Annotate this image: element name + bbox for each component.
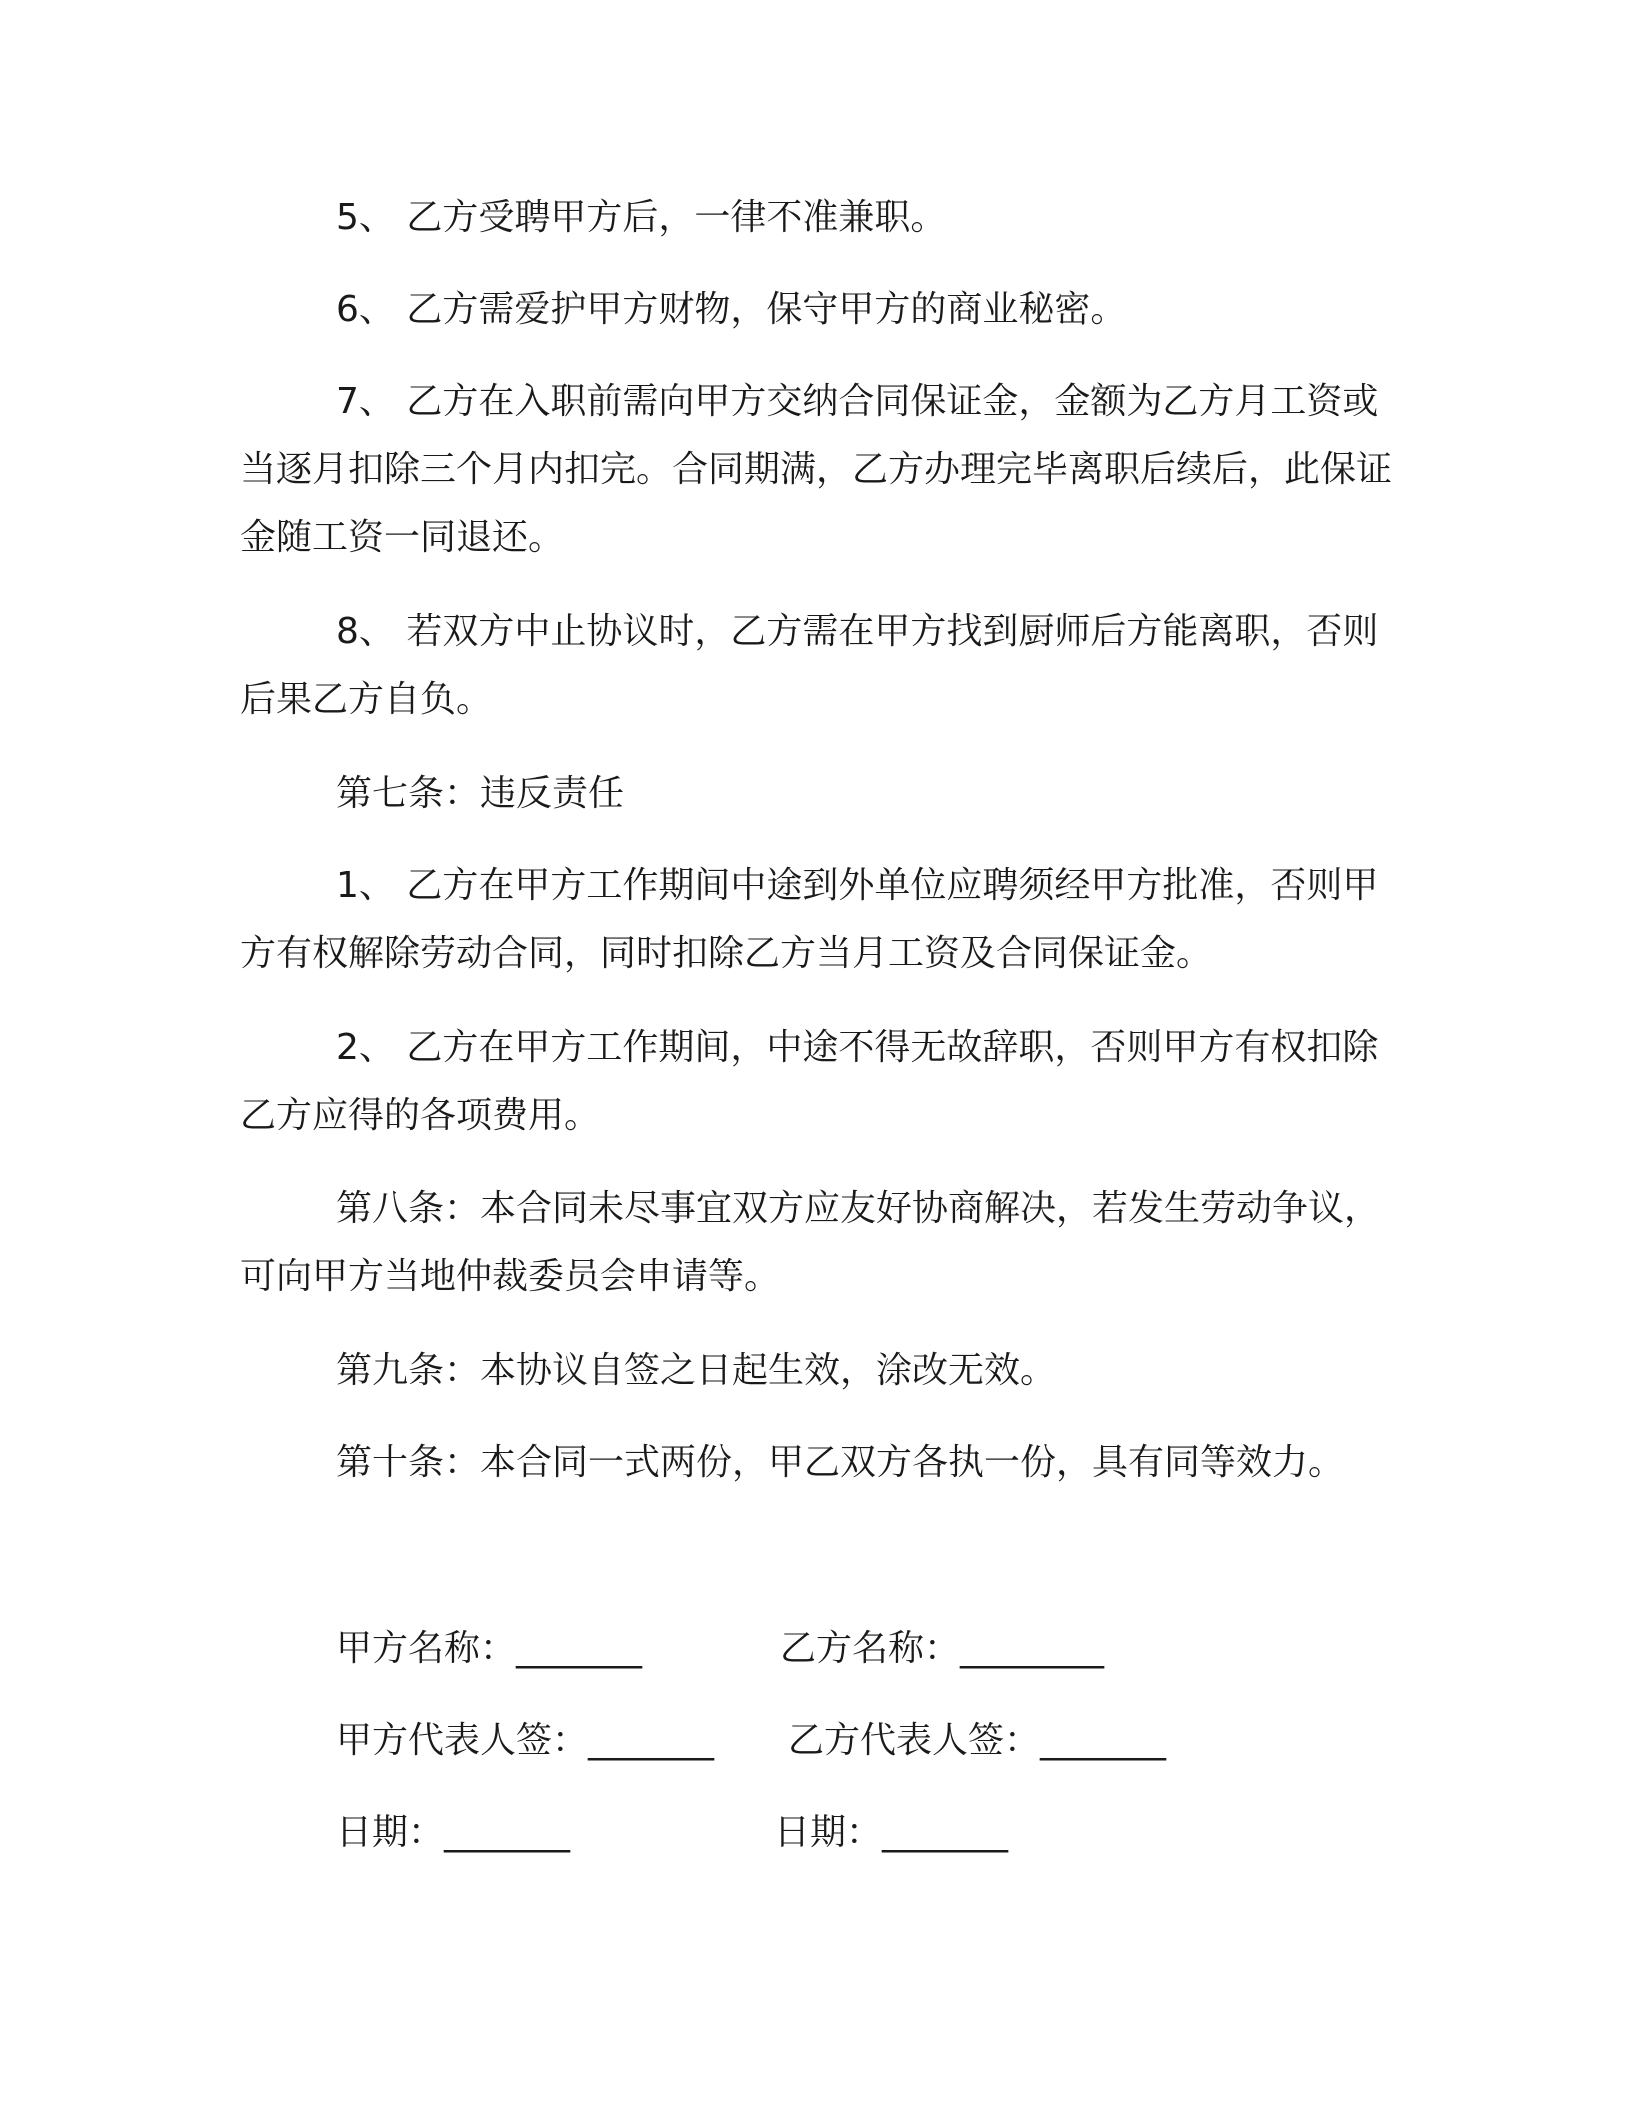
party-a-name-field: 甲方名称：_______ [336, 1628, 643, 1669]
clause-7-heading: 第七条：违反责任 [336, 773, 625, 814]
clause-9: 第九条：本协议自签之日起生效，涂改无效。 [336, 1350, 1057, 1391]
party-a-date-field: 日期：_______ [336, 1812, 571, 1853]
clause-7-item-2: 2、 乙方在甲方工作期间，中途不得无故辞职，否则甲方有权扣除乙方应得的各项费用。 [240, 1027, 1379, 1136]
clause-10: 第十条：本合同一式两份，甲乙双方各执一份，具有同等效力。 [336, 1442, 1345, 1483]
clause-6-item-7: 7、 乙方在入职前需向甲方交纳合同保证金，金额为乙方月工资或当逐月扣除三个月内扣完。合同期满，乙方办理完毕离职后续后，此保证金随工资一同退还。 [240, 381, 1393, 558]
clause-7-item-1: 1、 乙方在甲方工作期间中途到外单位应聘须经甲方批准，否则甲方有权解除劳动合同，同时扣除乙方当月工资及合同保证金。 [240, 865, 1379, 974]
party-b-name-field: 乙方名称：________ [780, 1628, 1105, 1669]
clause-6-item-6: 6、 乙方需爱护甲方财物，保守甲方的商业秘密。 [336, 289, 1127, 330]
party-a-representative-field: 甲方代表人签：_______ [336, 1720, 715, 1761]
clause-8: 第八条：本合同未尽事宜双方应友好协商解决，若发生劳动争议，可向甲方当地仲裁委员会申请等。 [240, 1188, 1381, 1297]
clause-6-item-5: 5、 乙方受聘甲方后，一律不准兼职。 [336, 197, 947, 238]
party-b-representative-field: 乙方代表人签：_______ [788, 1720, 1167, 1761]
party-b-date-field: 日期：_______ [774, 1812, 1009, 1853]
clause-6-item-8: 8、 若双方中止协议时，乙方需在甲方找到厨师后方能离职，否则后果乙方自负。 [240, 611, 1379, 720]
